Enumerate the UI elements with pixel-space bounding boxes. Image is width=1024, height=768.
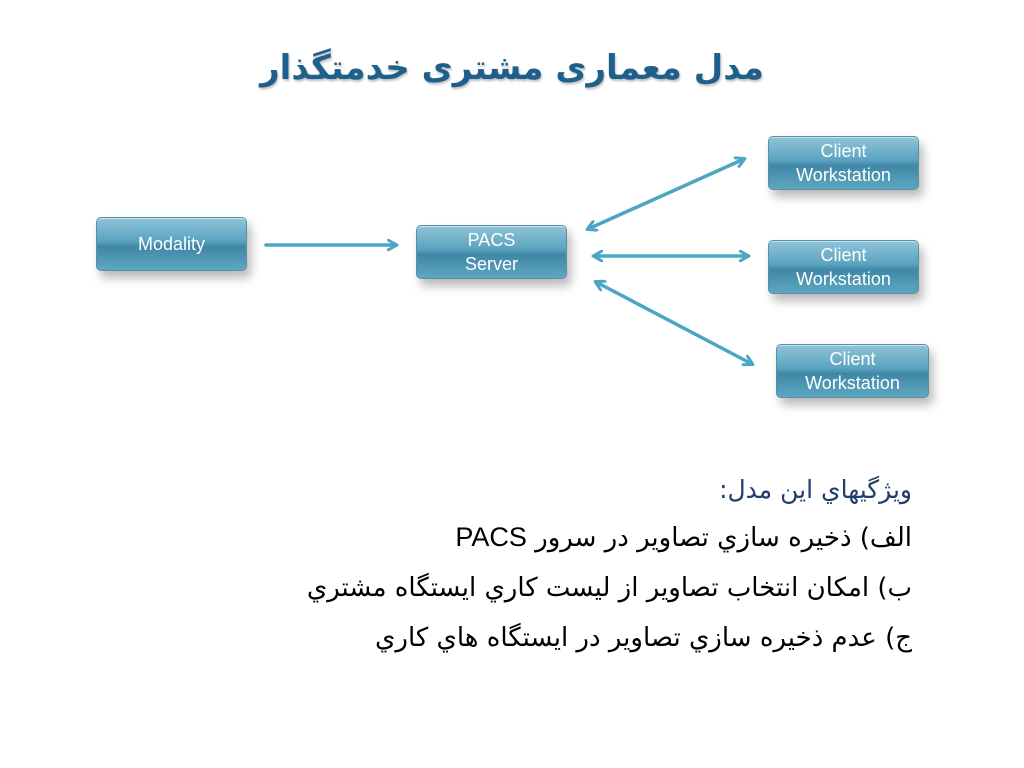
client-workstation-box: Client Workstation [776, 344, 929, 398]
feature-item-a [152, 512, 912, 563]
client-workstation-box: Client Workstation [768, 240, 919, 294]
features-list [152, 468, 912, 663]
modality-box: Modality [96, 217, 247, 271]
arrow-pacs-client3 [596, 282, 752, 364]
feature-item-c: ج) عدم ذخيره سازي تصاوير در ايستگاه هاي كاري [375, 623, 912, 653]
client-workstation-box: Client Workstation [768, 136, 919, 190]
feature-item-a-pacs: PACS [455, 522, 527, 552]
feature-item-b: ب) امكان انتخاب تصاوير از ليست كاري ايستگاه مشتري [306, 573, 912, 603]
pacs-server-box: PACS Server [416, 225, 567, 279]
features-heading: ويژگيهاي اين مدل: [719, 475, 912, 504]
slide-title: مدل معماری مشتری خدمتگذار [260, 48, 764, 88]
arrow-pacs-client1 [588, 159, 744, 229]
feature-item-a-text: الف) ذخيره سازي تصاوير در سرور [535, 523, 912, 553]
